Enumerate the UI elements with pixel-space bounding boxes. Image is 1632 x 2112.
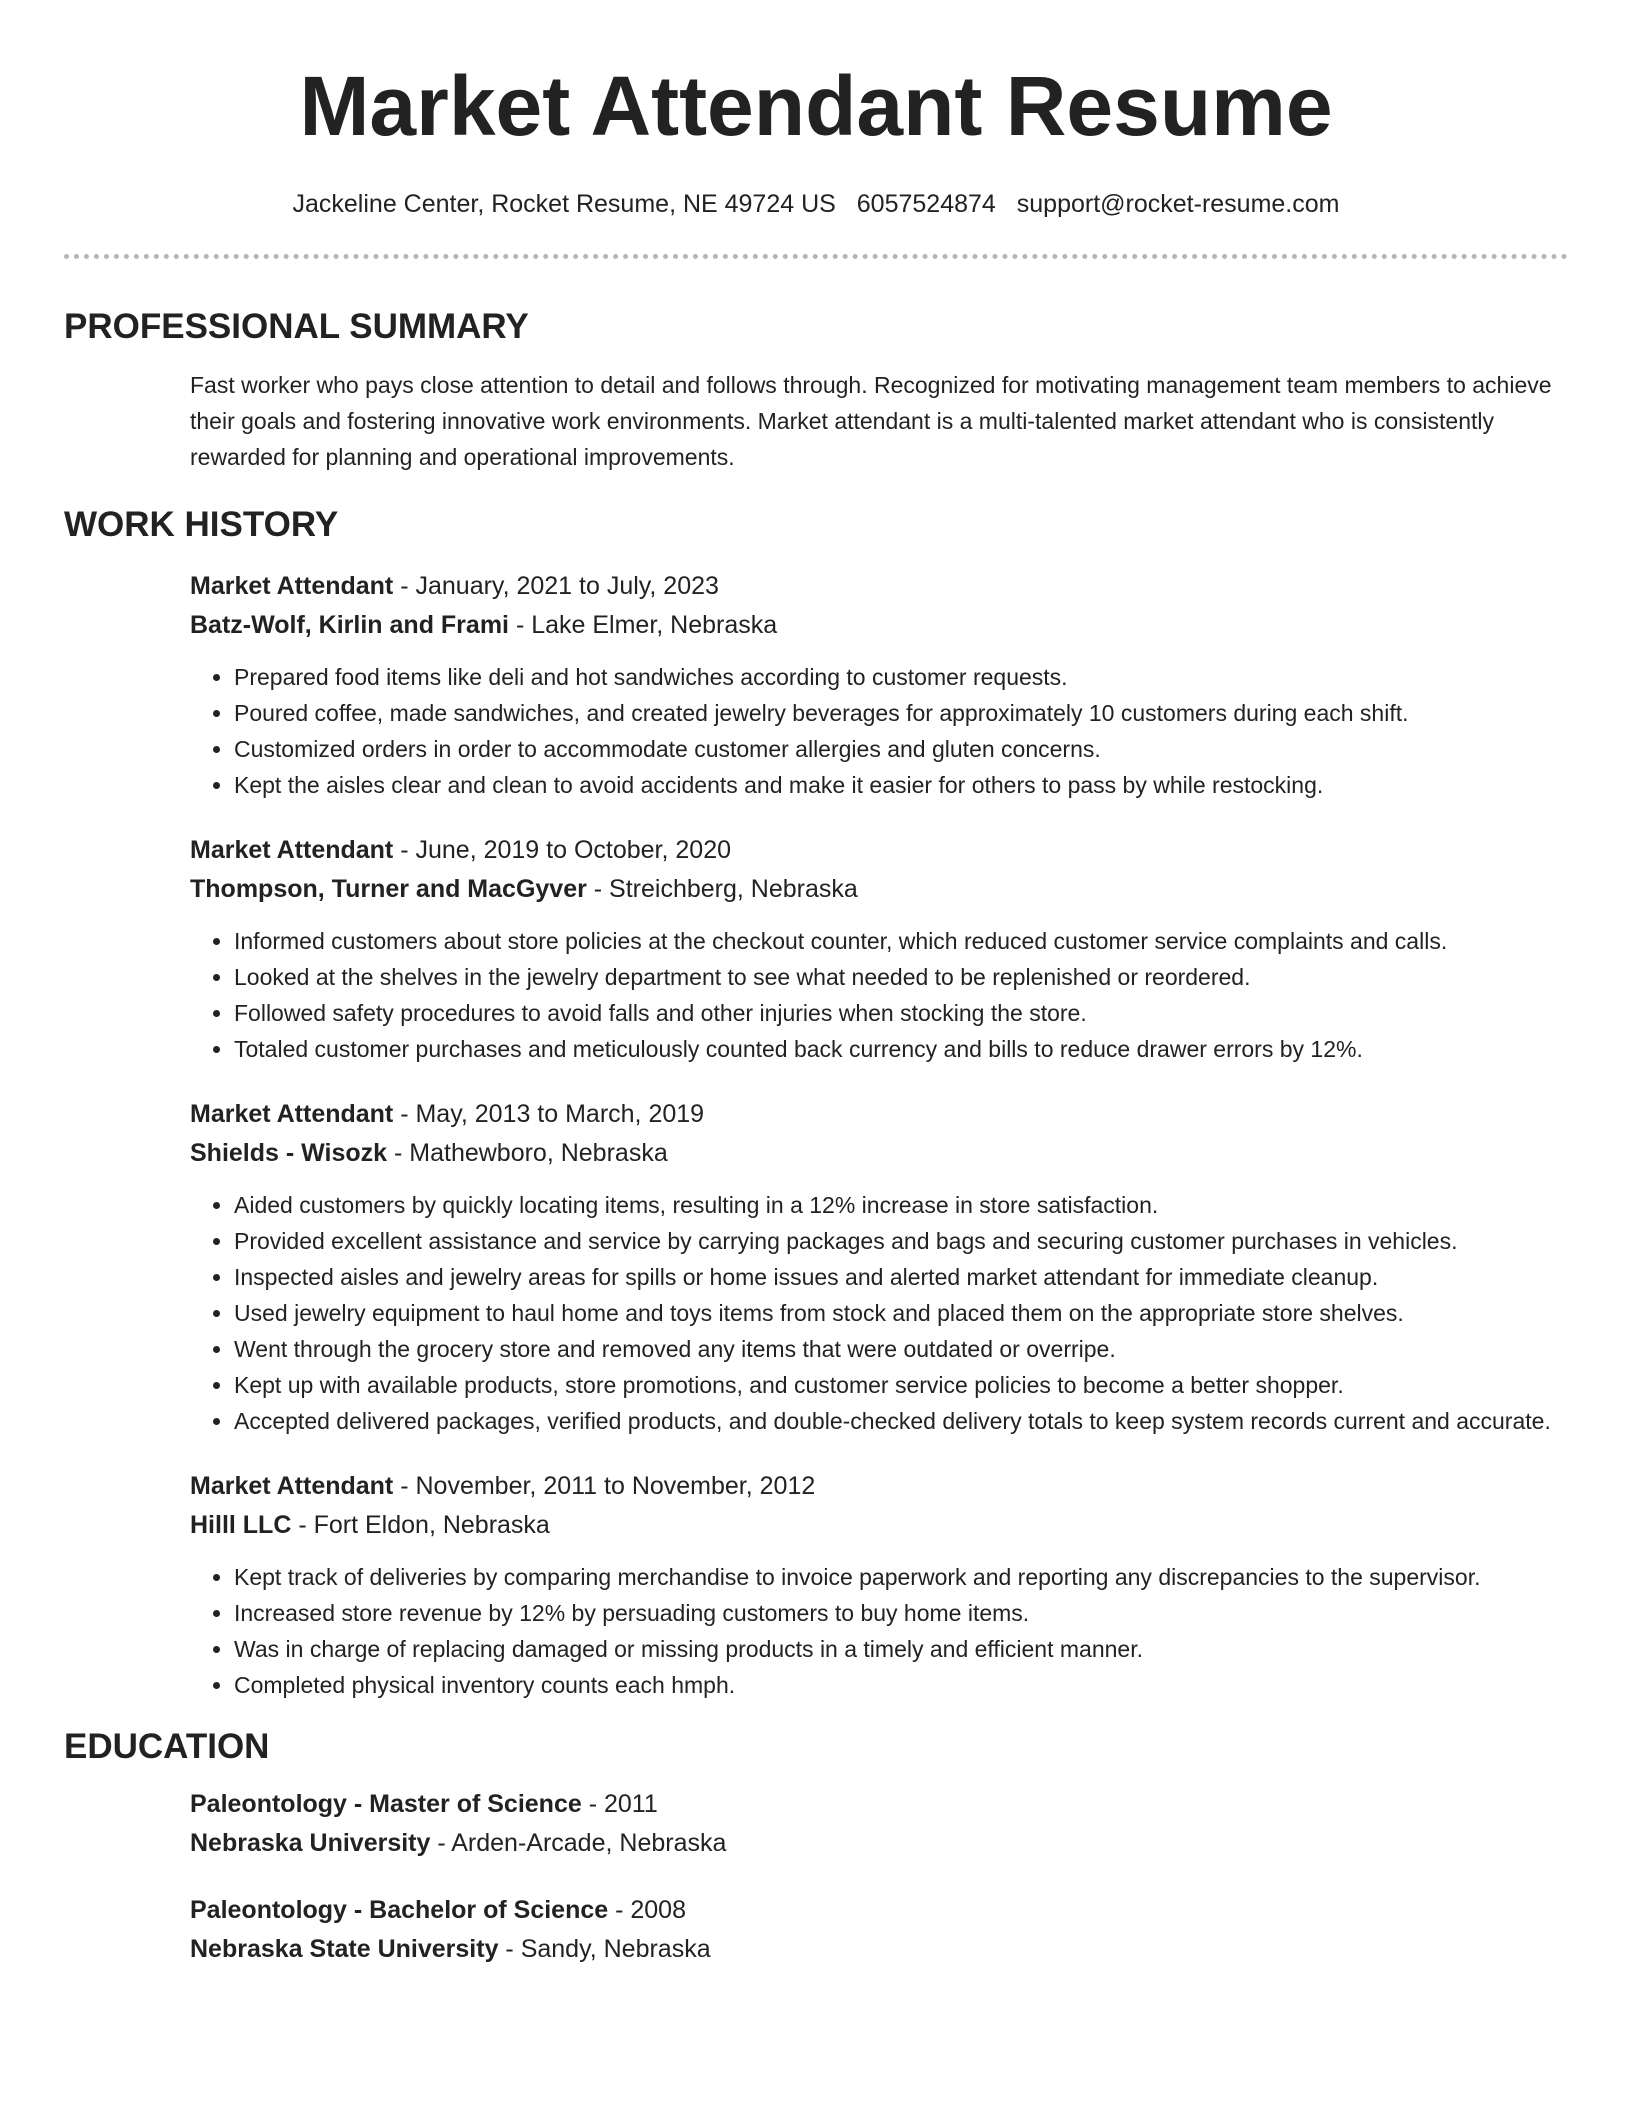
job-bullet: • Informed customers about store policies at the checkout counter, which reduced customer service complaints and calls.: [234, 923, 1568, 959]
job-location: - Streichberg, Nebraska: [586, 875, 858, 903]
job-bullet: • Accepted delivered packages, verified products, and double-checked delivery totals to keep system records current and accurate.: [234, 1403, 1568, 1439]
job-company: Shields - Wisozk: [190, 1139, 388, 1167]
job-bullets: [190, 1187, 1568, 1439]
job-company-line: [190, 1134, 1568, 1173]
job-bullet: • Used jewelry equipment to haul home and toys items from stock and placed them on the appropriate store shelves.: [234, 1295, 1568, 1331]
contact-phone: 6057524874: [856, 190, 996, 218]
job-company-line: [190, 870, 1568, 909]
resume-title: Market Attendant Resume: [299, 59, 1333, 153]
job-location: - Mathewboro, Nebraska: [387, 1139, 668, 1167]
job-bullets: [190, 659, 1568, 803]
school-line: [190, 1930, 1568, 1969]
job-bullet: • Prepared food items like deli and hot sandwiches according to customer requests.: [234, 659, 1568, 695]
header-divider: [64, 254, 1568, 259]
job-title-line: [190, 831, 1568, 870]
job-bullets: [190, 923, 1568, 1067]
job-location: - Lake Elmer, Nebraska: [509, 611, 778, 639]
job-bullet: • Went through the grocery store and removed any items that were outdated or overripe.: [234, 1331, 1568, 1367]
job-title: Market Attendant: [190, 1472, 394, 1500]
school-location: - Arden-Arcade, Nebraska: [430, 1829, 727, 1857]
job-bullet: • Kept up with available products, store promotions, and customer service policies to become a better shopper.: [234, 1367, 1568, 1403]
job-bullet: • Provided excellent assistance and service by carrying packages and bags and securing customer purchases in vehicles.: [234, 1223, 1568, 1259]
job-entry: [190, 831, 1568, 1067]
education-entry: [190, 1785, 1568, 1863]
job-title: Market Attendant: [190, 572, 394, 600]
work-history-section: [64, 567, 1568, 1703]
degree-year: - 2008: [608, 1896, 686, 1924]
job-bullet: • Totaled customer purchases and meticulously counted back currency and bills to reduce drawer errors by 12%.: [234, 1031, 1568, 1067]
job-dates: - November, 2011 to November, 2012: [393, 1472, 816, 1500]
job-title-line: [190, 567, 1568, 606]
degree-line: [190, 1785, 1568, 1824]
contact-address: Jackeline Center, Rocket Resume, NE 49724 US: [292, 190, 836, 218]
job-company: Batz-Wolf, Kirlin and Frami: [190, 611, 509, 639]
job-bullet: • Kept the aisles clear and clean to avoid accidents and make it easier for others to pass by while restocking.: [234, 767, 1568, 803]
summary-heading: PROFESSIONAL SUMMARY: [64, 307, 529, 346]
job-entry: [190, 1467, 1568, 1703]
degree-line: [190, 1891, 1568, 1930]
job-company-line: [190, 606, 1568, 645]
job-title-line: [190, 1095, 1568, 1134]
job-location: - Fort Eldon, Nebraska: [291, 1511, 550, 1539]
school-location: - Sandy, Nebraska: [498, 1935, 711, 1963]
degree: Paleontology - Bachelor of Science: [190, 1896, 609, 1924]
job-bullet: • Inspected aisles and jewelry areas for spills or home issues and alerted market attendant for immediate cleanup.: [234, 1259, 1568, 1295]
job-entry: [190, 1095, 1568, 1439]
degree-year: - 2011: [581, 1790, 658, 1818]
job-bullet: • Was in charge of replacing damaged or missing products in a timely and efficient manner.: [234, 1631, 1568, 1667]
job-bullet: • Followed safety procedures to avoid falls and other injuries when stocking the store.: [234, 995, 1568, 1031]
degree: Paleontology - Master of Science: [190, 1790, 582, 1818]
job-title: Market Attendant: [190, 836, 394, 864]
job-bullet: • Customized orders in order to accommodate customer allergies and gluten concerns.: [234, 731, 1568, 767]
job-bullet: • Completed physical inventory counts each hmph.: [234, 1667, 1568, 1703]
job-bullet: • Increased store revenue by 12% by persuading customers to buy home items.: [234, 1595, 1568, 1631]
job-bullet: • Kept track of deliveries by comparing merchandise to invoice paperwork and reporting any discrepancies to the supervisor.: [234, 1559, 1568, 1595]
job-dates: - January, 2021 to July, 2023: [393, 572, 719, 600]
job-title-line: [190, 1467, 1568, 1506]
job-company: Thompson, Turner and MacGyver: [190, 875, 587, 903]
job-company-line: [190, 1506, 1568, 1545]
job-bullet: • Poured coffee, made sandwiches, and created jewelry beverages for approximately 10 customers during each shift.: [234, 695, 1568, 731]
school: Nebraska State University: [190, 1935, 499, 1963]
job-bullet: • Looked at the shelves in the jewelry department to see what needed to be replenished or reordered.: [234, 959, 1568, 995]
contact-line: [64, 188, 1568, 220]
job-bullet: • Aided customers by quickly locating items, resulting in a 12% increase in store satisfaction.: [234, 1187, 1568, 1223]
job-company: Hilll LLC: [190, 1511, 292, 1539]
summary-section: [64, 367, 1568, 475]
job-entry: [190, 567, 1568, 803]
job-title: Market Attendant: [190, 1100, 394, 1128]
job-bullets: [190, 1559, 1568, 1703]
job-dates: - May, 2013 to March, 2019: [393, 1100, 705, 1128]
education-section: [64, 1785, 1568, 1969]
work-history-heading: WORK HISTORY: [64, 505, 339, 544]
education-entry: [190, 1891, 1568, 1969]
school-line: [190, 1824, 1568, 1863]
contact-email: support@rocket-resume.com: [1016, 190, 1340, 218]
education-heading: EDUCATION: [64, 1727, 270, 1766]
summary-text: Fast worker who pays close attention to detail and follows through. Recognized for motivating management team members to achieve their goals and fostering innovative work environments. Market attendant is a multi-talented market attendant who is consistently rewarded for planning and operational improvements.: [190, 372, 1552, 470]
school: Nebraska University: [190, 1829, 431, 1857]
job-dates: - June, 2019 to October, 2020: [393, 836, 731, 864]
